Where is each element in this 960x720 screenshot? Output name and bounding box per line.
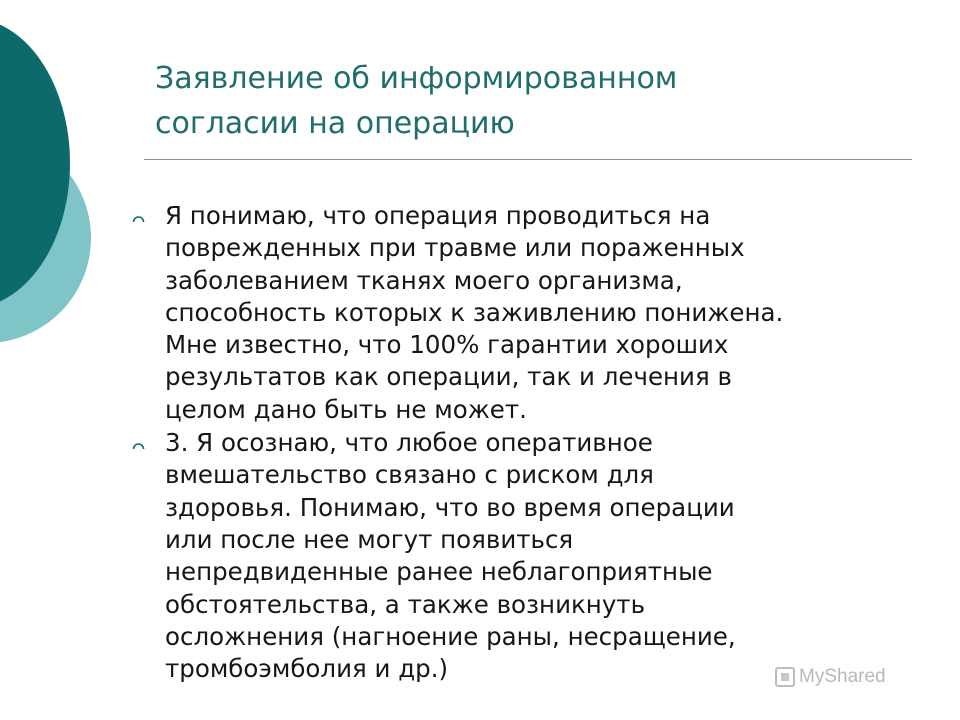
- bullet-text-line: обстоятельства, а также возникнуть: [165, 589, 646, 619]
- hollow-circle-bullet-icon: [132, 212, 145, 223]
- title-divider: [144, 159, 912, 160]
- bullet-text-line: непредвиденные ранее неблагоприятные: [165, 557, 713, 587]
- watermark-text: MyShared: [799, 666, 886, 687]
- myshared-logo-icon: [775, 667, 795, 687]
- bullet-text-line: тромбоэмболия и др.): [165, 654, 449, 684]
- bullet-list: [128, 200, 928, 686]
- bullet-text-line: способность которых к заживлению понижена.: [165, 297, 784, 327]
- slide-title: [155, 56, 915, 146]
- bullet-text-line: здоровья. Понимаю, что во время операции: [165, 492, 735, 522]
- bullet-item: [128, 200, 928, 426]
- bullet-text-line: осложнения (нагноение раны, несращение,: [165, 621, 736, 651]
- bullet-text-line: целом дано быть не может.: [165, 394, 527, 424]
- bullet-text-line: Я понимаю, что операция проводиться на: [165, 201, 711, 230]
- bullet-text: [165, 427, 928, 685]
- slide-title-line: согласии на операцию: [155, 106, 515, 141]
- hollow-circle-bullet-icon: [132, 439, 145, 450]
- bullet-text-line: вмешательство связано с риском для: [165, 460, 654, 490]
- bullet-item: [128, 427, 928, 685]
- bullet-text-line: поврежденных при травме или пораженных: [165, 233, 745, 263]
- slide-title-line: Заявление об информированном: [155, 61, 678, 96]
- bullet-text: [165, 200, 928, 426]
- watermark: [775, 665, 886, 689]
- bullet-text-line: заболеванием тканях моего организма,: [165, 265, 683, 295]
- bullet-text-line: Мне известно, что 100% гарантии хороших: [165, 330, 729, 360]
- bullet-text-line: результатов как операции, так и лечения в: [165, 362, 732, 392]
- bullet-text-line: 3. Я осознаю, что любое оперативное: [165, 428, 653, 458]
- bullet-text-line: или после нее могут появиться: [165, 524, 574, 554]
